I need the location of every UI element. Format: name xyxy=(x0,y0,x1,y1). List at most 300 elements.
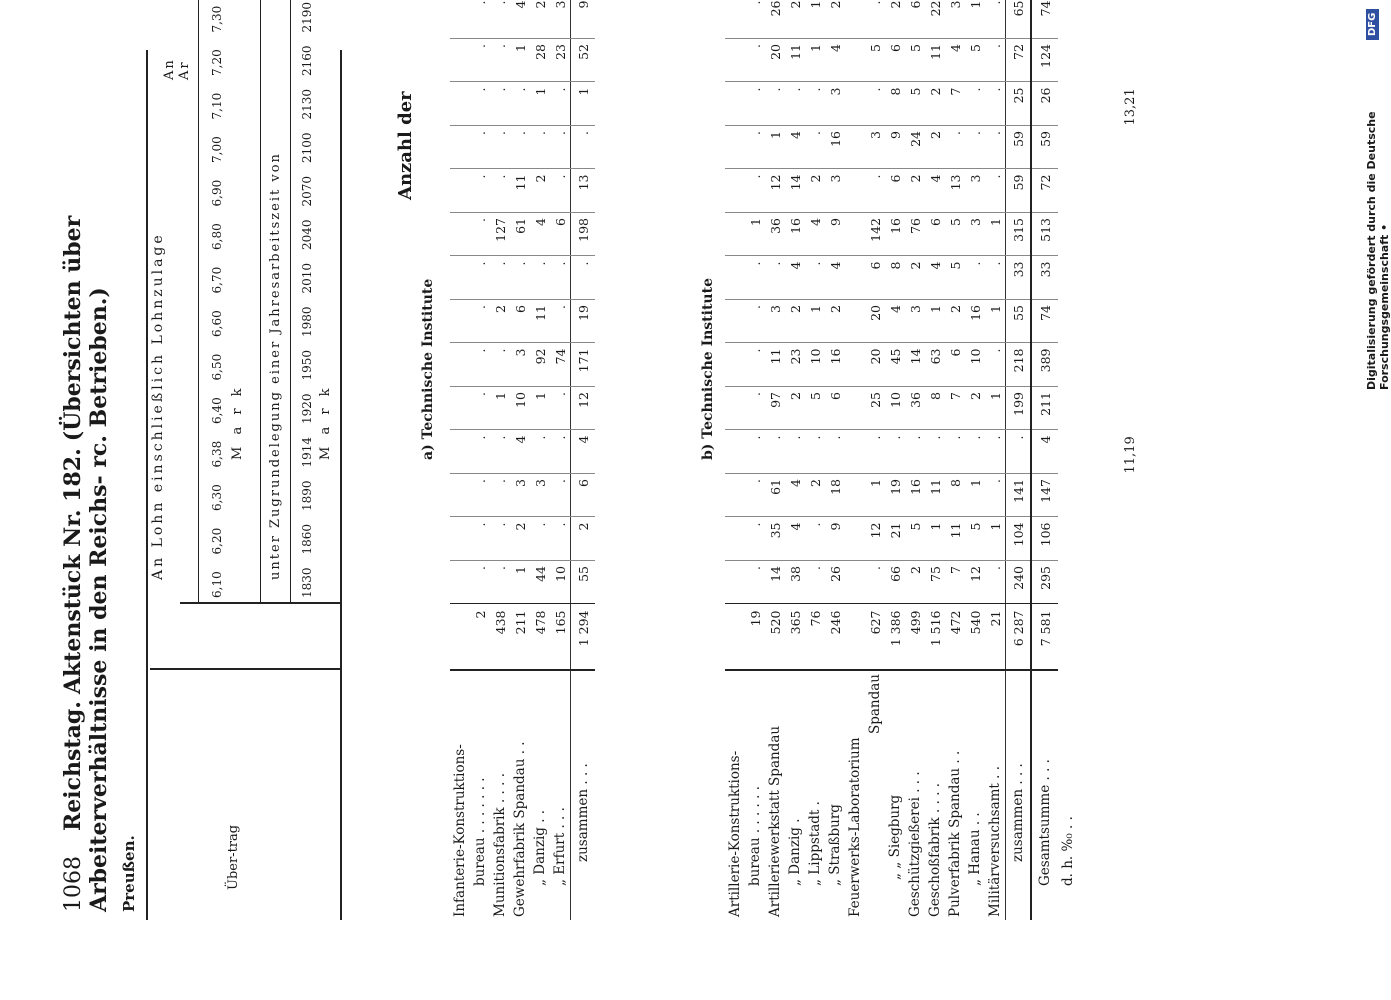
uebertrag-cell: 478 xyxy=(530,604,550,670)
dfg-logo: DFG xyxy=(1366,9,1379,40)
table-row xyxy=(765,0,785,920)
wage-count-cell: 1 xyxy=(865,474,885,518)
wage-count-cell: 14 xyxy=(905,343,925,387)
wage-count-cell: . xyxy=(470,387,490,431)
wage-count-cell: . xyxy=(571,126,596,170)
wage-count-cell: 1 xyxy=(985,387,1006,431)
wage-count-cell: 92 xyxy=(530,343,550,387)
wage-count-cell: 6 xyxy=(885,169,905,213)
wage-count-cell xyxy=(725,169,745,213)
wage-count-cell xyxy=(450,474,470,518)
wage-count-cell: 240 xyxy=(1006,561,1032,605)
wage-count-cell: 26 xyxy=(1031,82,1058,126)
wage-count-cell: . xyxy=(865,0,885,39)
wage-count-cell: 23 xyxy=(785,343,805,387)
wage-count-cell: 11 xyxy=(785,39,805,83)
wage-count-cell: . xyxy=(805,82,825,126)
wage-count-cell: . xyxy=(985,474,1006,518)
wage-count-cell: . xyxy=(985,126,1006,170)
empty-cell xyxy=(1058,387,1078,431)
wage-count-cell: 6 xyxy=(550,213,571,257)
uebertrag-cell: 19 xyxy=(745,604,765,670)
wage-count-cell: . xyxy=(490,0,510,39)
daily-wage-header: 6,20 xyxy=(210,527,224,555)
annual-wage-header: 1890 xyxy=(300,480,314,511)
wage-count-cell: 12 xyxy=(765,169,785,213)
wage-count-cell: 5 xyxy=(905,517,925,561)
wage-count-cell: 8 xyxy=(925,387,945,431)
annual-wage-header: 2130 xyxy=(300,88,314,120)
row-label: bureau . . . . . . . xyxy=(472,777,488,886)
wage-count-cell: 19 xyxy=(885,474,905,518)
wage-count-cell: 1 xyxy=(745,213,765,257)
wage-count-cell xyxy=(450,517,470,561)
table-row xyxy=(510,0,530,920)
annual-wage-header: 1920 xyxy=(300,393,314,424)
wage-count-cell: . xyxy=(550,517,571,561)
wage-count-cell: . xyxy=(550,300,571,344)
wage-count-cell: 21 xyxy=(885,517,905,561)
wage-count-cell: . xyxy=(745,82,765,126)
wage-count-cell: 25 xyxy=(865,387,885,431)
wage-count-cell: . xyxy=(745,0,765,39)
daily-wage-header: 6,90 xyxy=(210,179,224,207)
wage-count-cell xyxy=(725,517,745,561)
wage-count-cell: . xyxy=(745,517,765,561)
row-label: „ Straßburg xyxy=(827,804,843,886)
table-row xyxy=(470,0,490,920)
table-row xyxy=(865,0,885,920)
row-label: Geschoßfabrik . . . . xyxy=(927,782,943,917)
empty-cell xyxy=(1058,213,1078,257)
wage-count-cell: . xyxy=(785,82,805,126)
wage-count-cell: . xyxy=(865,561,885,605)
wage-count-cell: 61 xyxy=(765,474,785,518)
wage-count-cell: 6 xyxy=(510,300,530,344)
daily-wage-header: 6,40 xyxy=(210,397,224,424)
wage-count-cell xyxy=(450,213,470,257)
wage-count-cell: . xyxy=(550,82,571,126)
header-mid-rule xyxy=(260,0,261,604)
wage-count-cell: 75 xyxy=(925,561,945,605)
wage-count-cell: 2 xyxy=(805,474,825,518)
wage-count-cell: 26 xyxy=(765,0,785,39)
wage-count-cell: . xyxy=(490,343,510,387)
wage-count-cell: 4 xyxy=(785,126,805,170)
wage-count-cell: 14 xyxy=(765,561,785,605)
percent-value-1: 11,19 xyxy=(1123,436,1138,474)
wage-count-cell: . xyxy=(510,256,530,300)
wage-count-cell: . xyxy=(550,387,571,431)
wage-count-cell: . xyxy=(470,0,490,39)
wage-count-cell: . xyxy=(745,300,765,344)
wage-count-cell: 4 xyxy=(825,39,845,83)
header-wage-rule xyxy=(198,0,199,604)
uebertrag-cell: 211 xyxy=(510,604,530,670)
wage-count-cell: 45 xyxy=(885,343,905,387)
mark-bottom: M a r k xyxy=(318,384,333,460)
wage-count-cell: 3 xyxy=(865,126,885,170)
wage-count-cell: 10 xyxy=(885,387,905,431)
section-a-table xyxy=(450,0,595,920)
table-row xyxy=(945,0,965,920)
wage-count-cell: 4 xyxy=(510,0,530,39)
table-row xyxy=(845,0,865,920)
wage-count-cell: 5 xyxy=(905,39,925,83)
wage-count-cell: 4 xyxy=(885,300,905,344)
wage-count-cell: . xyxy=(745,387,765,431)
wage-count-cell xyxy=(845,169,865,213)
subtotal-row xyxy=(571,0,596,920)
wage-count-cell: 1 xyxy=(765,126,785,170)
wage-count-cell: 3 xyxy=(965,213,985,257)
wage-count-cell: . xyxy=(805,430,825,474)
uebertrag-cell: 2 xyxy=(470,604,490,670)
wage-count-cell: . xyxy=(490,517,510,561)
subtotal-row xyxy=(1006,0,1032,920)
wage-count-cell: . xyxy=(1006,430,1032,474)
wage-count-cell: . xyxy=(550,474,571,518)
wage-count-cell: 1 xyxy=(805,300,825,344)
wage-count-cell: 19 xyxy=(571,300,596,344)
uebertrag-cell: 76 xyxy=(805,604,825,670)
uebertrag-cell: 520 xyxy=(765,604,785,670)
uebertrag-cell: 7 581 xyxy=(1031,604,1058,670)
wage-count-cell: 55 xyxy=(571,561,596,605)
wage-count-cell: 4 xyxy=(510,430,530,474)
top-caption-right: An Ar xyxy=(162,58,192,80)
wage-count-cell: 8 xyxy=(945,474,965,518)
wage-count-cell xyxy=(845,343,865,387)
empty-cell xyxy=(1058,82,1078,126)
mark-top: M a r k xyxy=(230,384,245,460)
empty-cell xyxy=(1058,343,1078,387)
wage-count-cell: 1 xyxy=(985,517,1006,561)
wage-count-cell: 4 xyxy=(805,213,825,257)
row-label: Munitionsfabrik . . . . xyxy=(492,773,508,917)
header-bottom-rule xyxy=(340,50,342,920)
uebertrag-cell: 165 xyxy=(550,604,571,670)
wage-count-cell: 44 xyxy=(530,561,550,605)
wage-count-cell: 1 xyxy=(530,387,550,431)
uebertrag-cell: 499 xyxy=(905,604,925,670)
wage-count-cell: 33 xyxy=(1006,256,1032,300)
uebertrag-cell: 1 386 xyxy=(885,604,905,670)
wage-count-cell: . xyxy=(530,430,550,474)
wage-count-cell: 8 xyxy=(885,256,905,300)
wage-count-cell: . xyxy=(745,430,765,474)
wage-count-cell: 1 xyxy=(530,82,550,126)
wage-count-cell: 23 xyxy=(550,39,571,83)
wage-count-cell: 11 xyxy=(510,169,530,213)
wage-count-cell: . xyxy=(470,213,490,257)
wage-count-cell xyxy=(725,82,745,126)
empty-cell xyxy=(1058,300,1078,344)
wage-count-cell: 16 xyxy=(905,474,925,518)
wage-count-cell xyxy=(725,474,745,518)
wage-count-cell: 11 xyxy=(925,39,945,83)
wage-count-cell: 4 xyxy=(785,474,805,518)
wage-count-cell: 10 xyxy=(805,343,825,387)
uebertrag-cell: 627 xyxy=(865,604,885,670)
wage-count-cell: . xyxy=(805,126,825,170)
wage-count-cell: 97 xyxy=(765,387,785,431)
wage-count-cell xyxy=(725,256,745,300)
wage-count-cell xyxy=(845,561,865,605)
wage-count-cell: 104 xyxy=(1006,517,1032,561)
wage-count-cell: 52 xyxy=(571,39,596,83)
wage-count-cell: 4 xyxy=(571,430,596,474)
wage-count-cell: 9 xyxy=(885,126,905,170)
wage-count-cell: . xyxy=(530,256,550,300)
wage-count-cell: . xyxy=(865,169,885,213)
wage-count-cell: 3 xyxy=(765,300,785,344)
wage-count-cell: 12 xyxy=(571,387,596,431)
wage-count-cell: 2 xyxy=(785,300,805,344)
wage-count-cell: 11 xyxy=(765,343,785,387)
wage-count-cell: 9 xyxy=(571,0,596,39)
wage-count-cell xyxy=(450,430,470,474)
wage-count-cell xyxy=(725,39,745,83)
table-row xyxy=(450,0,470,920)
wage-count-cell xyxy=(845,126,865,170)
wage-count-cell: . xyxy=(865,82,885,126)
wage-count-cell: . xyxy=(945,430,965,474)
wage-count-cell: 18 xyxy=(825,474,845,518)
wage-count-cell: 5 xyxy=(865,39,885,83)
wage-count-cell: . xyxy=(745,343,765,387)
uebertrag-cell: 472 xyxy=(945,604,965,670)
wage-count-cell xyxy=(725,561,745,605)
wage-count-cell: 36 xyxy=(765,213,785,257)
wage-count-cell: 1 xyxy=(490,387,510,431)
empty-cell xyxy=(1058,256,1078,300)
wage-count-cell: 2 xyxy=(965,387,985,431)
wage-count-cell: . xyxy=(965,430,985,474)
wage-count-cell: 76 xyxy=(905,213,925,257)
wage-count-cell: . xyxy=(925,430,945,474)
uebertrag-cell: 6 287 xyxy=(1006,604,1032,670)
wage-count-cell xyxy=(450,126,470,170)
wage-count-cell: 106 xyxy=(1031,517,1058,561)
empty-cell xyxy=(1058,0,1078,39)
uebertrag-cell xyxy=(725,604,745,670)
wage-count-cell xyxy=(450,39,470,83)
wage-count-cell: . xyxy=(865,430,885,474)
annual-wage-header: 2070 xyxy=(300,175,314,207)
daily-wage-header: 6,10 xyxy=(210,571,224,598)
wage-count-cell: 59 xyxy=(1031,126,1058,170)
annual-wage-header: 2010 xyxy=(300,262,314,294)
wage-count-cell: . xyxy=(470,474,490,518)
wage-count-cell: 2 xyxy=(785,0,805,39)
uebertrag-cell xyxy=(450,604,470,670)
wage-count-cell: 147 xyxy=(1031,474,1058,518)
wage-count-cell xyxy=(845,387,865,431)
wage-count-cell: 4 xyxy=(945,39,965,83)
wage-count-cell: . xyxy=(490,39,510,83)
annual-wage-header: 2100 xyxy=(300,132,314,163)
wage-count-cell: . xyxy=(571,256,596,300)
wage-count-cell: 127 xyxy=(490,213,510,257)
uebertrag-cell: 246 xyxy=(825,604,845,670)
wage-count-cell: 12 xyxy=(965,561,985,605)
wage-count-cell: . xyxy=(805,256,825,300)
wage-count-cell: 1 xyxy=(925,517,945,561)
wage-count-cell xyxy=(450,0,470,39)
table-row xyxy=(530,0,550,920)
region-label: Preußen. xyxy=(120,835,138,912)
annual-wage-header: 1950 xyxy=(300,349,314,381)
section-b-title: b) Technische Institute xyxy=(700,278,716,460)
wage-count-cell: . xyxy=(470,256,490,300)
annual-wage-header: 2040 xyxy=(300,219,314,250)
wage-count-cell: 3 xyxy=(965,169,985,213)
wage-count-cell: . xyxy=(470,561,490,605)
wage-count-cell: 2 xyxy=(571,517,596,561)
wage-count-cell: 11 xyxy=(925,474,945,518)
daily-wage-header: 6,30 xyxy=(210,484,224,511)
wage-count-cell: 1 xyxy=(510,39,530,83)
wage-count-cell: 4 xyxy=(785,517,805,561)
wage-count-cell: 1 xyxy=(965,474,985,518)
wage-count-cell: . xyxy=(985,430,1006,474)
wage-count-cell: 72 xyxy=(1006,39,1032,83)
wage-count-cell xyxy=(725,343,745,387)
wage-count-cell: 3 xyxy=(530,474,550,518)
wage-count-cell xyxy=(725,213,745,257)
wage-count-cell: 10 xyxy=(550,561,571,605)
wage-count-cell: . xyxy=(825,430,845,474)
table-row xyxy=(550,0,571,920)
wage-count-cell: 389 xyxy=(1031,343,1058,387)
wage-count-cell: . xyxy=(765,256,785,300)
wage-count-cell: 6 xyxy=(865,256,885,300)
wage-count-cell: 16 xyxy=(965,300,985,344)
wage-count-cell: 6 xyxy=(925,213,945,257)
wage-count-cell: . xyxy=(490,430,510,474)
wage-count-cell: 74 xyxy=(1031,300,1058,344)
table-row xyxy=(490,0,510,920)
wage-count-cell: 3 xyxy=(510,474,530,518)
wage-count-cell: . xyxy=(945,126,965,170)
wage-count-cell: 1 xyxy=(805,39,825,83)
wage-count-cell: 7 xyxy=(945,387,965,431)
wage-count-cell: 6 xyxy=(885,39,905,83)
wage-count-cell: 2 xyxy=(530,0,550,39)
daily-wage-header: 7,30 xyxy=(210,5,224,33)
row-label: Artillerie-Konstruktions- xyxy=(727,750,743,917)
wage-count-cell xyxy=(450,256,470,300)
row-label: Artilleriewerkstatt Spandau xyxy=(767,725,783,917)
wage-count-cell: . xyxy=(530,126,550,170)
wage-count-cell: . xyxy=(490,256,510,300)
wage-count-cell: 65 xyxy=(1006,0,1032,39)
wage-count-cell: . xyxy=(490,82,510,126)
wage-count-cell: 5 xyxy=(965,39,985,83)
wage-count-cell: 5 xyxy=(945,256,965,300)
table-row xyxy=(725,0,745,920)
wage-count-cell: . xyxy=(985,256,1006,300)
wage-count-cell: 5 xyxy=(965,517,985,561)
uebertrag-cell: 438 xyxy=(490,604,510,670)
wage-count-cell: . xyxy=(470,126,490,170)
percent-value-2: 13,21 xyxy=(1123,88,1138,126)
wage-count-cell: 25 xyxy=(1006,82,1032,126)
wage-count-cell: 12 xyxy=(865,517,885,561)
wage-count-cell: 2 xyxy=(905,169,925,213)
wage-count-cell: . xyxy=(785,430,805,474)
wage-count-cell: 6 xyxy=(905,0,925,39)
wage-count-cell: . xyxy=(490,474,510,518)
section-title: Anzahl der xyxy=(395,91,416,200)
wage-count-cell: 11 xyxy=(945,517,965,561)
wage-count-cell: 2 xyxy=(885,0,905,39)
wage-count-cell xyxy=(845,517,865,561)
wage-count-cell: 1 xyxy=(805,0,825,39)
row-label: Spandau xyxy=(867,674,883,735)
wage-count-cell: 6 xyxy=(571,474,596,518)
aktenstueck-label: Aktenstück Nr. 182. xyxy=(60,448,86,695)
wage-count-cell: 8 xyxy=(885,82,905,126)
wage-count-cell: . xyxy=(985,0,1006,39)
wage-count-cell: 142 xyxy=(865,213,885,257)
wage-count-cell: . xyxy=(510,82,530,126)
row-label: „ Erfurt . . . xyxy=(552,807,568,886)
wage-count-cell: 211 xyxy=(1031,387,1058,431)
wage-count-cell: 59 xyxy=(1006,169,1032,213)
grand-total-row xyxy=(1031,0,1058,920)
empty-cell xyxy=(1058,561,1078,605)
wage-count-cell: 28 xyxy=(530,39,550,83)
wage-count-cell: 55 xyxy=(1006,300,1032,344)
wage-count-cell: 11 xyxy=(530,300,550,344)
wage-count-cell xyxy=(725,126,745,170)
wage-count-cell xyxy=(845,39,865,83)
page-header xyxy=(60,0,112,912)
wage-count-cell: 2 xyxy=(825,0,845,39)
daily-wage-header: 6,80 xyxy=(210,223,224,250)
daily-wage-header: 7,20 xyxy=(210,49,224,76)
wage-count-cell: 295 xyxy=(1031,561,1058,605)
row-label: Gewehrfabrik Spandau . . xyxy=(512,741,528,917)
wage-count-cell: 2 xyxy=(825,300,845,344)
wage-count-cell: 124 xyxy=(1031,39,1058,83)
row-label: Gesamtsumme . . . xyxy=(1031,670,1058,920)
annual-wage-header: 1914 xyxy=(300,436,314,468)
wage-count-cell: 35 xyxy=(765,517,785,561)
wage-count-cell xyxy=(845,213,865,257)
wage-count-cell xyxy=(845,256,865,300)
wage-count-cell: 7 xyxy=(945,82,965,126)
wage-count-cell: 198 xyxy=(571,213,596,257)
wage-count-cell: . xyxy=(985,82,1006,126)
wage-count-cell: 2 xyxy=(925,82,945,126)
wage-count-cell: 315 xyxy=(1006,213,1032,257)
wage-count-cell xyxy=(845,474,865,518)
wage-count-cell xyxy=(450,343,470,387)
wage-count-cell: . xyxy=(745,256,765,300)
wage-count-cell: . xyxy=(985,39,1006,83)
empty-cell xyxy=(1058,604,1078,670)
annual-wage-header: 1980 xyxy=(300,306,314,337)
wage-count-cell: . xyxy=(805,561,825,605)
wage-count-cell: . xyxy=(550,256,571,300)
wage-count-cell: 74 xyxy=(550,343,571,387)
wage-count-cell xyxy=(450,387,470,431)
wage-count-cell xyxy=(450,169,470,213)
wage-count-cell: 22 xyxy=(925,0,945,39)
